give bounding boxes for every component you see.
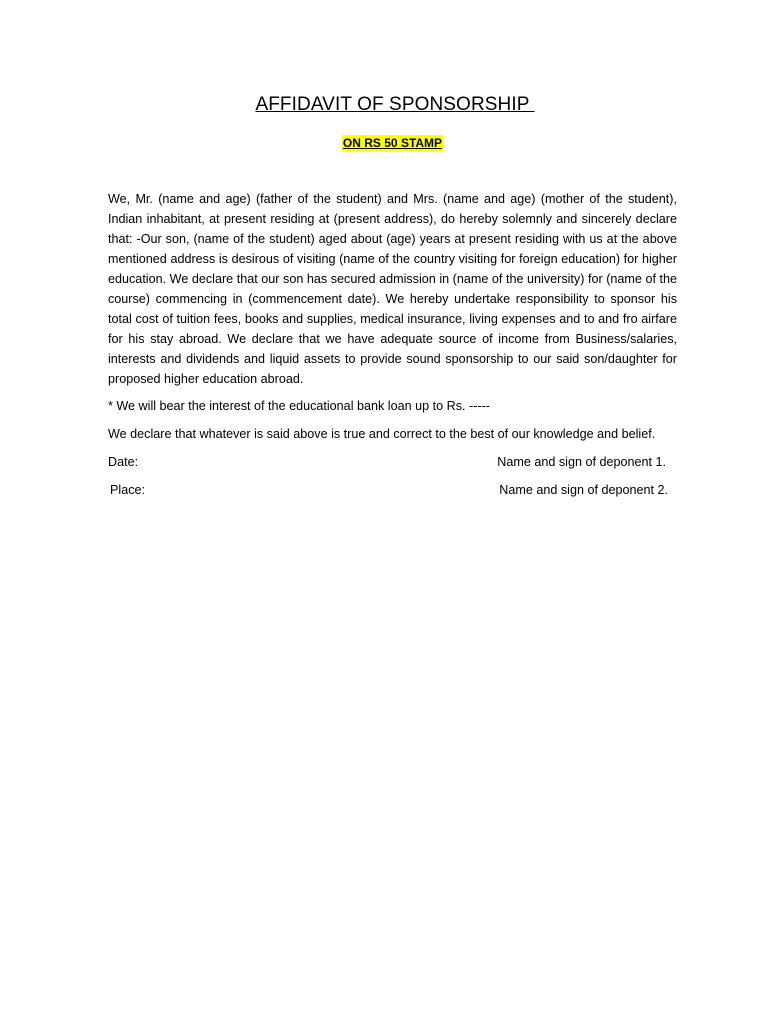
subtitle-container: [0, 134, 768, 152]
date-label: Date:: [108, 455, 139, 469]
truth-declaration-line: We declare that whatever is said above is true and correct to the best of our knowledge and belief.: [108, 427, 656, 441]
bank-loan-interest-line: * We will bear the interest of the educational bank loan up to Rs. -----: [108, 399, 490, 413]
deponent-2-signature-label: Name and sign of deponent 2.: [499, 483, 668, 497]
document-title: AFFIDAVIT OF SPONSORSHIP: [255, 94, 535, 115]
stamp-notice-highlight: ON RS 50 STAMP: [342, 136, 443, 150]
sponsorship-declaration-paragraph: We, Mr. (name and age) (father of the student) and Mrs. (name and age) (mother of the student), Indian inhabitant, at present residing at (present address), do hereby solemnly and sincerely declare that: -Our son, (name of the student) aged about (age) years at present residing with us at the above mentioned address is desirous of visiting (name of the country visiting for foreign education) for higher education. We declare that our son has secured admission in (name of the university) for (name of the course) commencing in (commencement date). We hereby undertake responsibility to sponsor his total cost of tuition fees, books and supplies, medical insurance, living expenses and to and fro airfare for his stay abroad. We declare that we have adequate source of income from Business/salaries, interests and dividends and liquid assets to provide sound sponsorship to our said son/daughter for proposed higher education abroad.: [108, 192, 677, 386]
deponent-1-signature-label: Name and sign of deponent 1.: [497, 455, 666, 469]
place-label: Place:: [110, 483, 146, 497]
